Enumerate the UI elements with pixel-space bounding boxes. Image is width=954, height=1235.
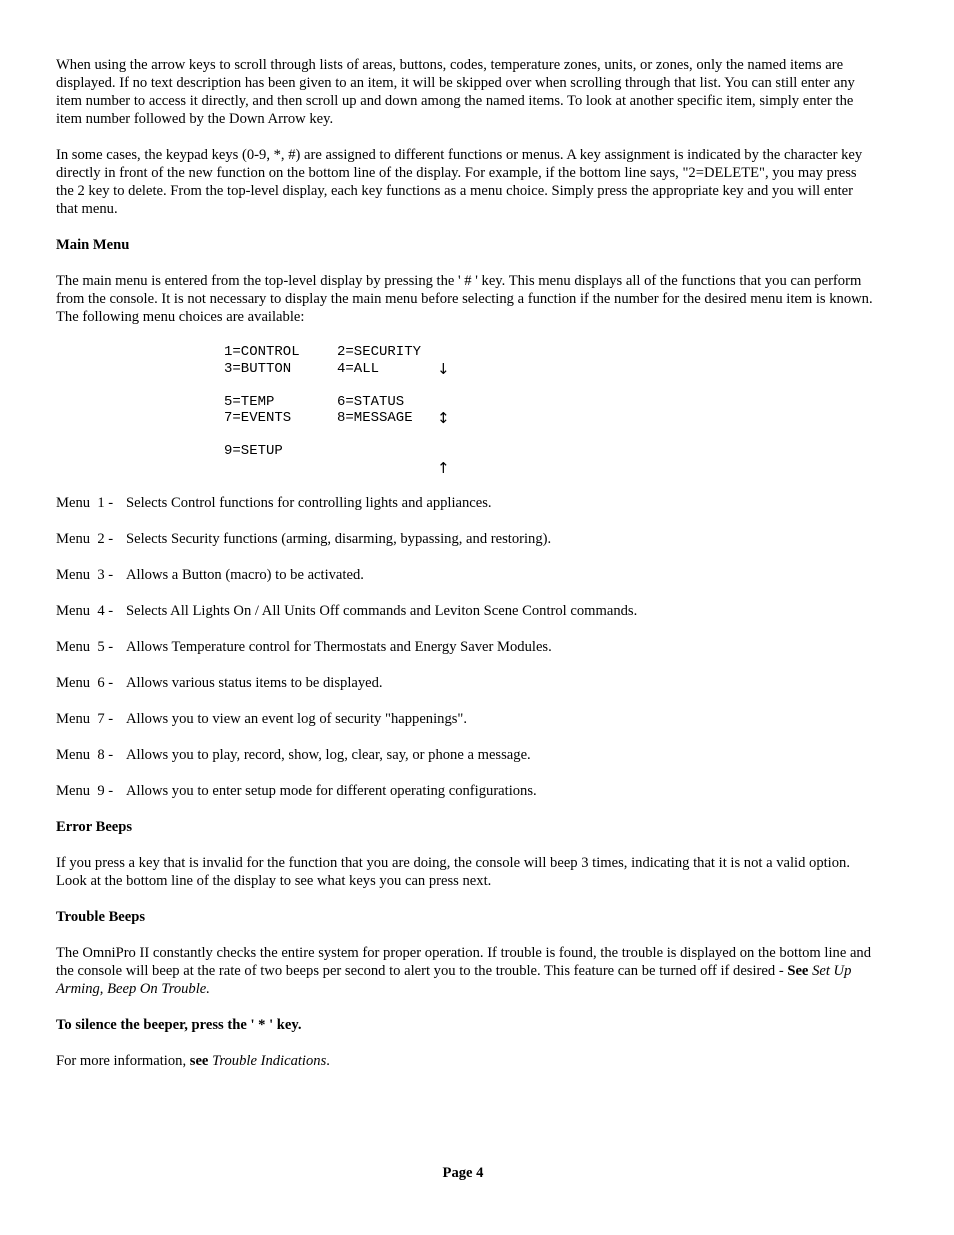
display-cell: 8=MESSAGE: [337, 410, 413, 426]
display-row: [224, 361, 484, 378]
see-label: See: [787, 963, 809, 979]
display-row: [224, 394, 484, 411]
menu-description: Allows Temperature control for Thermostats and Energy Saver Modules.: [126, 639, 552, 655]
display-cell: 3=BUTTON: [224, 360, 292, 377]
more-info-paragraph: [56, 1052, 876, 1070]
intro-paragraph-2: In some cases, the keypad keys (0-9, *, #) are assigned to different functions or menus. A key assignment is indicated by the character key directly in front of the new function on the bottom line of the display. For example, if the bottom line says, "2=DELETE", you may press the 2 key to delete. From the top-level display, each key functions as a menu choice. Simply press the appropriate key and you will enter that menu.: [56, 147, 863, 217]
display-cell: 1=CONTROL: [224, 344, 300, 360]
menu-description: Allows a Button (macro) to be activated.: [126, 567, 364, 583]
trouble-beeps-heading: Trouble Beeps: [56, 909, 146, 925]
main-menu-heading: Main Menu: [56, 237, 130, 253]
down-arrow-icon: ↓: [437, 359, 450, 378]
menu-number: Menu 8 -: [56, 747, 114, 763]
display-cell: 4=ALL: [337, 360, 380, 377]
menu-item: [56, 638, 876, 656]
see-label: see: [189, 1053, 209, 1069]
menu-description: Allows you to view an event log of security "happenings".: [126, 711, 468, 727]
display-cell: [337, 460, 437, 477]
intro-paragraph-1: When using the arrow keys to scroll through lists of areas, buttons, codes, temperature zones, units, or zones, only the named items are displayed. If no text description has been given to an item, it will be skipped over when scrolling through that list. You can still enter any item number to access it directly, and then scroll up and down among the named items. To look at another specific item, simply enter the item number followed by the Down Arrow key.: [56, 57, 855, 127]
menu-description: Selects Control functions for controlling lights and appliances.: [126, 495, 492, 511]
more-info-text: For more information,: [56, 1053, 190, 1069]
up-arrow-icon: ↑: [437, 458, 450, 477]
menu-item: [56, 710, 876, 728]
menu-item: [56, 494, 876, 512]
display-cell: 5=TEMP: [224, 393, 275, 410]
menu-number: Menu 7 -: [56, 711, 114, 727]
display-cell: 2=SECURITY: [337, 344, 422, 360]
menu-number: Menu 3 -: [56, 567, 114, 583]
display-cell: 9=SETUP: [224, 443, 283, 459]
display-cell: 6=STATUS: [337, 393, 405, 410]
error-beeps-heading: Error Beeps: [56, 819, 133, 835]
menu-item: [56, 746, 876, 764]
menu-description: Allows you to enter setup mode for different operating configurations.: [126, 783, 537, 799]
menu-item: [56, 782, 876, 800]
main-menu-paragraph: The main menu is entered from the top-level display by pressing the ' # ' key. This menu displays all of the functions that you can perform from the console. It is not necessary to display the main menu before selecting a function if the number for the desired menu item is known. The following menu choices are available:: [56, 273, 873, 325]
menu-number: Menu 2 -: [56, 531, 114, 547]
display-cell: [337, 443, 437, 460]
error-beeps-paragraph: If you press a key that is invalid for the function that you are doing, the console will beep 3 times, indicating that it is not a valid option. Look at the bottom line of the display to see what keys you can press next.: [56, 855, 850, 889]
display-row: [224, 410, 484, 427]
menu-description: Allows various status items to be displayed.: [126, 675, 383, 691]
menu-number: Menu 1 -: [56, 495, 114, 511]
silence-instruction: [56, 1016, 876, 1034]
trouble-beeps-paragraph: [56, 944, 876, 998]
display-row: [224, 460, 484, 477]
silence-text: To silence the beeper, press the ' * ' key.: [56, 1017, 302, 1033]
page-content: [56, 56, 876, 1088]
trouble-beeps-text: The OmniPro II constantly checks the entire system for proper operation. If trouble is found, the trouble is displayed on the bottom line and the console will beep at the rate of two beeps per second to alert you to the trouble. This feature can be turned off if desired -: [56, 945, 872, 979]
menu-item: [56, 530, 876, 548]
menu-item: [56, 674, 876, 692]
menu-description: Selects Security functions (arming, disarming, bypassing, and restoring).: [126, 531, 552, 547]
display-row: [224, 344, 484, 361]
cross-reference: Set Up Arming, Beep On Trouble.: [56, 963, 852, 997]
menu-number: Menu 6 -: [56, 675, 114, 691]
menu-number: Menu 5 -: [56, 639, 114, 655]
up-down-arrow-icon: ↕: [437, 409, 450, 427]
menu-number: Menu 4 -: [56, 603, 114, 619]
display-cell: 7=EVENTS: [224, 410, 292, 426]
menu-item: [56, 566, 876, 584]
menu-item: [56, 602, 876, 620]
display-cell: [224, 460, 337, 477]
menu-number: Menu 9 -: [56, 783, 114, 799]
console-display-menu: [224, 344, 484, 476]
menu-description: Allows you to play, record, show, log, clear, say, or phone a message.: [126, 747, 531, 763]
display-row: [224, 443, 484, 460]
period: .: [326, 1053, 330, 1069]
cross-reference: Trouble Indications: [212, 1053, 327, 1069]
page-number: Page 4: [442, 1165, 484, 1181]
menu-description: Selects All Lights On / All Units Off commands and Leviton Scene Control commands.: [126, 603, 638, 619]
